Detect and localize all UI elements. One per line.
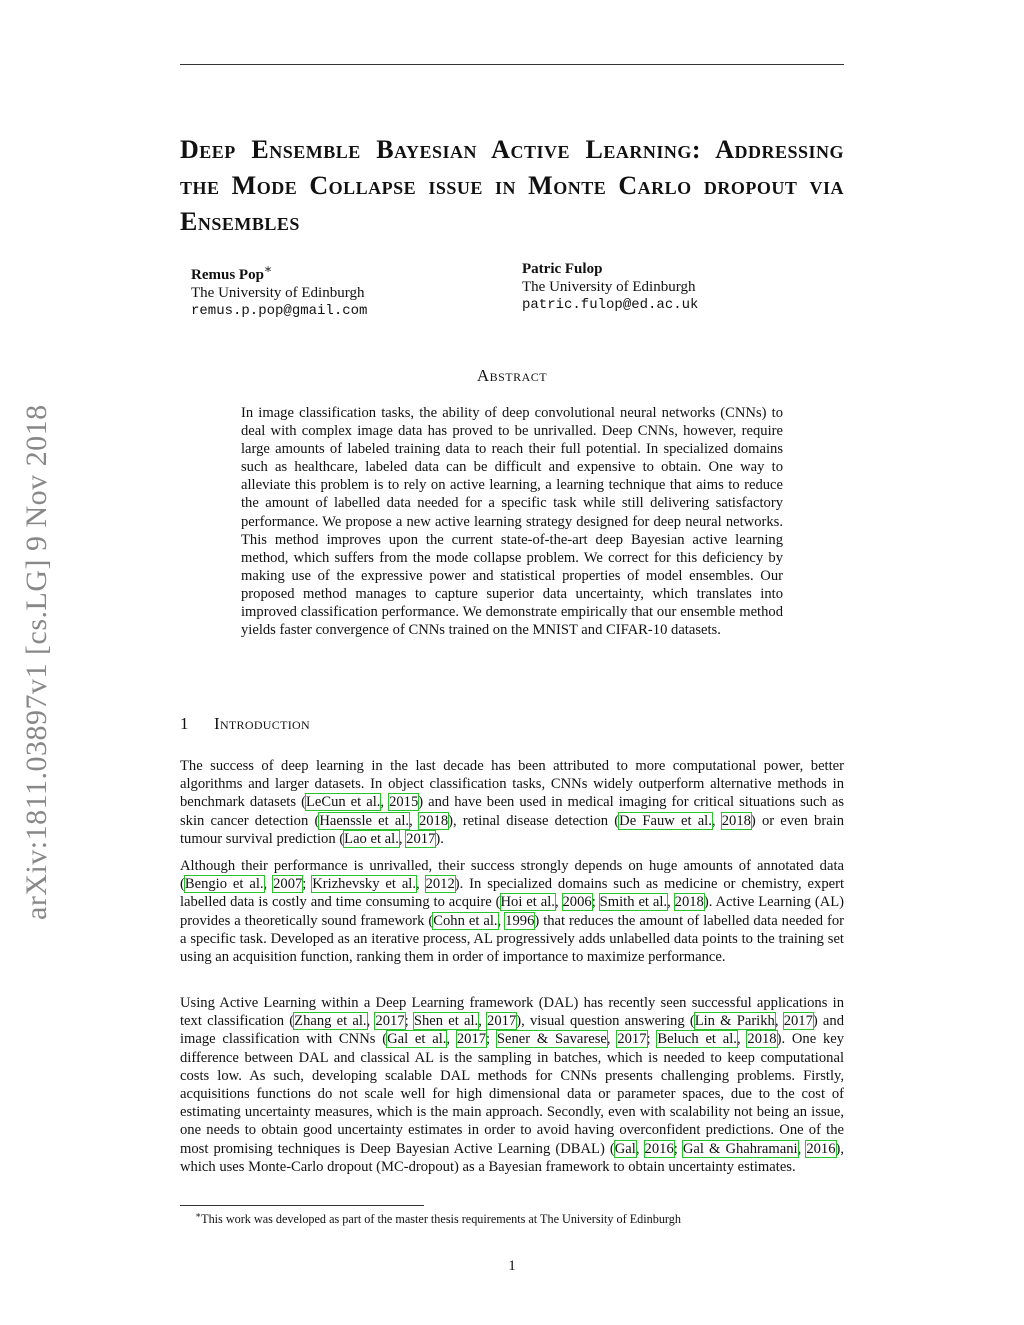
paragraph-1: The success of deep learning in the last decade has been attributed to more computational power, better algorithms and larger datasets. In object classification tasks, CNNs widely outperform alternative methods in benchmark datasets (LeCun et al., 2015) and have been used in medical imaging for critical situations such as skin cancer detection (Haenssle et al., 2018), retinal disease detection (De Fauw et al., 2018) or even brain tumour survival prediction (Lao et al., 2017).: [180, 758, 845, 847]
citation-link[interactable]: De Fauw et al.: [619, 812, 712, 829]
author-email: patric.fulop@ed.ac.uk: [522, 297, 699, 313]
citation-link[interactable]: 2018: [418, 812, 449, 829]
author-name: Remus Pop: [191, 267, 264, 283]
citation-link[interactable]: Shen et al.: [413, 1013, 479, 1030]
citation-link[interactable]: Gal & Ghahramani: [682, 1140, 798, 1157]
citation-link[interactable]: 2018: [747, 1031, 777, 1048]
arxiv-stamp: arXiv:1811.03897v1 [cs.LG] 9 Nov 2018: [20, 404, 53, 920]
citation-link[interactable]: 2017: [406, 830, 436, 847]
footnote-text: This work was developed as part of the master thesis requirements at The University of Edinburgh: [201, 1212, 681, 1227]
citation-link[interactable]: LeCun et al.: [305, 794, 381, 811]
citation-link[interactable]: Beluch et al.: [657, 1031, 737, 1048]
citation-link[interactable]: 2017: [456, 1031, 487, 1048]
citation-link[interactable]: Smith et al.: [599, 894, 668, 911]
citation-link[interactable]: Gal: [614, 1140, 636, 1157]
page-number: 1: [508, 1258, 516, 1274]
abstract-text: In image classification tasks, the ability of deep convolutional neural networks (CNNs) to deal with complex image data has proved to be unrivalled. Deep CNNs, however, require large amounts of labeled training data to reach their full potential. In specialized domains such as healthcare, labeled data can be difficult and expensive to obtain. One way to alleviate this problem is to rely on active learning, a learning technique that aims to reduce the amount of labelled data needed for a specific task while still delivering satisfactory performance. We propose a new active learning strategy designed for deep neural networks. This method improves upon the current state-of-the-art deep Bayesian active learning method, which suffers from the mode collapse problem. We correct for this deficiency by making use of the expressive power and statistical properties of model ensembles. Our proposed method manages to capture superior data uncertainty, which translates into improved classification performance. We demonstrate empirically that our ensemble method yields faster convergence of CNNs trained on the MNIST and CIFAR-10 datasets.: [241, 405, 783, 639]
citation-link[interactable]: Sener & Savarese: [496, 1031, 607, 1048]
section-heading: [180, 714, 310, 734]
citation-link[interactable]: Krizhevsky et al.: [312, 876, 417, 893]
citation-link[interactable]: 2016: [806, 1140, 836, 1157]
author-email: remus.p.pop@gmail.com: [191, 303, 368, 319]
author-affiliation: The University of Edinburgh: [522, 279, 696, 295]
footnote: [195, 1208, 835, 1227]
top-rule: [180, 64, 844, 65]
author-name: Patric Fulop: [522, 261, 603, 277]
paragraph-2: Although their performance is unrivalled, their success strongly depends on huge amounts of annotated data (Bengio et al., 2007; Krizhevsky et al., 2012). In specialized domains such as medicine or chemistry, expert labelled data is costly and time consuming to acquire (Hoi et al., 2006; Smith et al., 2018). Active Learning (AL) provides a theoretically sound framework (Cohn et al., 1996) that reduces the amount of labelled data needed for a specific task. Developed as an iterative process, AL progressively adds unlabelled data points to the training set using an acquisition function, ranking them in order of importance to maximize performance.: [180, 858, 845, 966]
citation-link[interactable]: 2017: [375, 1013, 405, 1030]
citation-link[interactable]: Bengio et al.: [184, 876, 264, 893]
citation-link[interactable]: 2017: [487, 1013, 517, 1030]
citation-link[interactable]: 2015: [389, 794, 419, 811]
citation-link[interactable]: 2018: [674, 894, 704, 911]
citation-link[interactable]: Lin & Parikh: [694, 1013, 775, 1030]
citation-link[interactable]: Cohn et al.: [433, 912, 498, 929]
author-footnote-mark: ∗: [263, 262, 273, 276]
abstract-heading: Abstract: [476, 366, 548, 385]
author-block-1: [191, 260, 367, 320]
footnote-mark: ∗: [195, 1210, 202, 1220]
section-title: Introduction: [214, 714, 310, 733]
citation-link[interactable]: 2006: [562, 894, 592, 911]
footnote-rule: [180, 1205, 424, 1206]
citation-link[interactable]: Zhang et al.: [294, 1013, 367, 1030]
citation-link[interactable]: 1996: [505, 912, 535, 929]
section-number: 1: [180, 714, 189, 733]
citation-link[interactable]: Lao et al.: [344, 830, 399, 847]
paragraph-3: Using Active Learning within a Deep Learning framework (DAL) has recently seen successful applications in text classification (Zhang et al., 2017; Shen et al., 2017), visual question answering (Lin & Parikh, 2017) and image classification with CNNs (Gal et al., 2017; Sener & Savarese, 2017; Beluch et al., 2018). One key difference between DAL and classical AL is the sampling in batches, which is needed to keep computational costs low. As such, developing scalable DAL methods for CNNs presents challenging problems. Firstly, acquisitions functions do not scale well for high dimensional data or parameter spaces, due to the cost of estimating uncertainty measures, which is the main approach. Secondly, even with scalability not being an issue, one needs to obtain good uncertainty estimates in order to avoid having overconfident predictions. One of the most promising techniques is Deep Bayesian Active Learning (DBAL) (Gal, 2016; Gal & Ghahramani, 2016), which uses Monte-Carlo dropout (MC-dropout) as a Bayesian framework to obtain uncertainty estimates.: [180, 995, 845, 1175]
citation-link[interactable]: 2012: [425, 876, 455, 893]
citation-link[interactable]: 2017: [783, 1013, 813, 1030]
citation-link[interactable]: Gal et al.: [387, 1031, 447, 1048]
author-block-2: [522, 260, 698, 314]
citation-link[interactable]: 2017: [617, 1031, 647, 1048]
author-affiliation: The University of Edinburgh: [191, 285, 365, 301]
paper-title: Deep Ensemble Bayesian Active Learning: Addressing the Mode Collapse issue in Monte Carlo dropout via Ensembles: [180, 135, 844, 236]
citation-link[interactable]: 2016: [644, 1140, 674, 1157]
citation-link[interactable]: Hoi et al.: [500, 894, 555, 911]
citation-link[interactable]: Haenssle et al.: [319, 812, 410, 829]
citation-link[interactable]: 2018: [721, 812, 751, 829]
citation-link[interactable]: 2007: [273, 876, 303, 893]
